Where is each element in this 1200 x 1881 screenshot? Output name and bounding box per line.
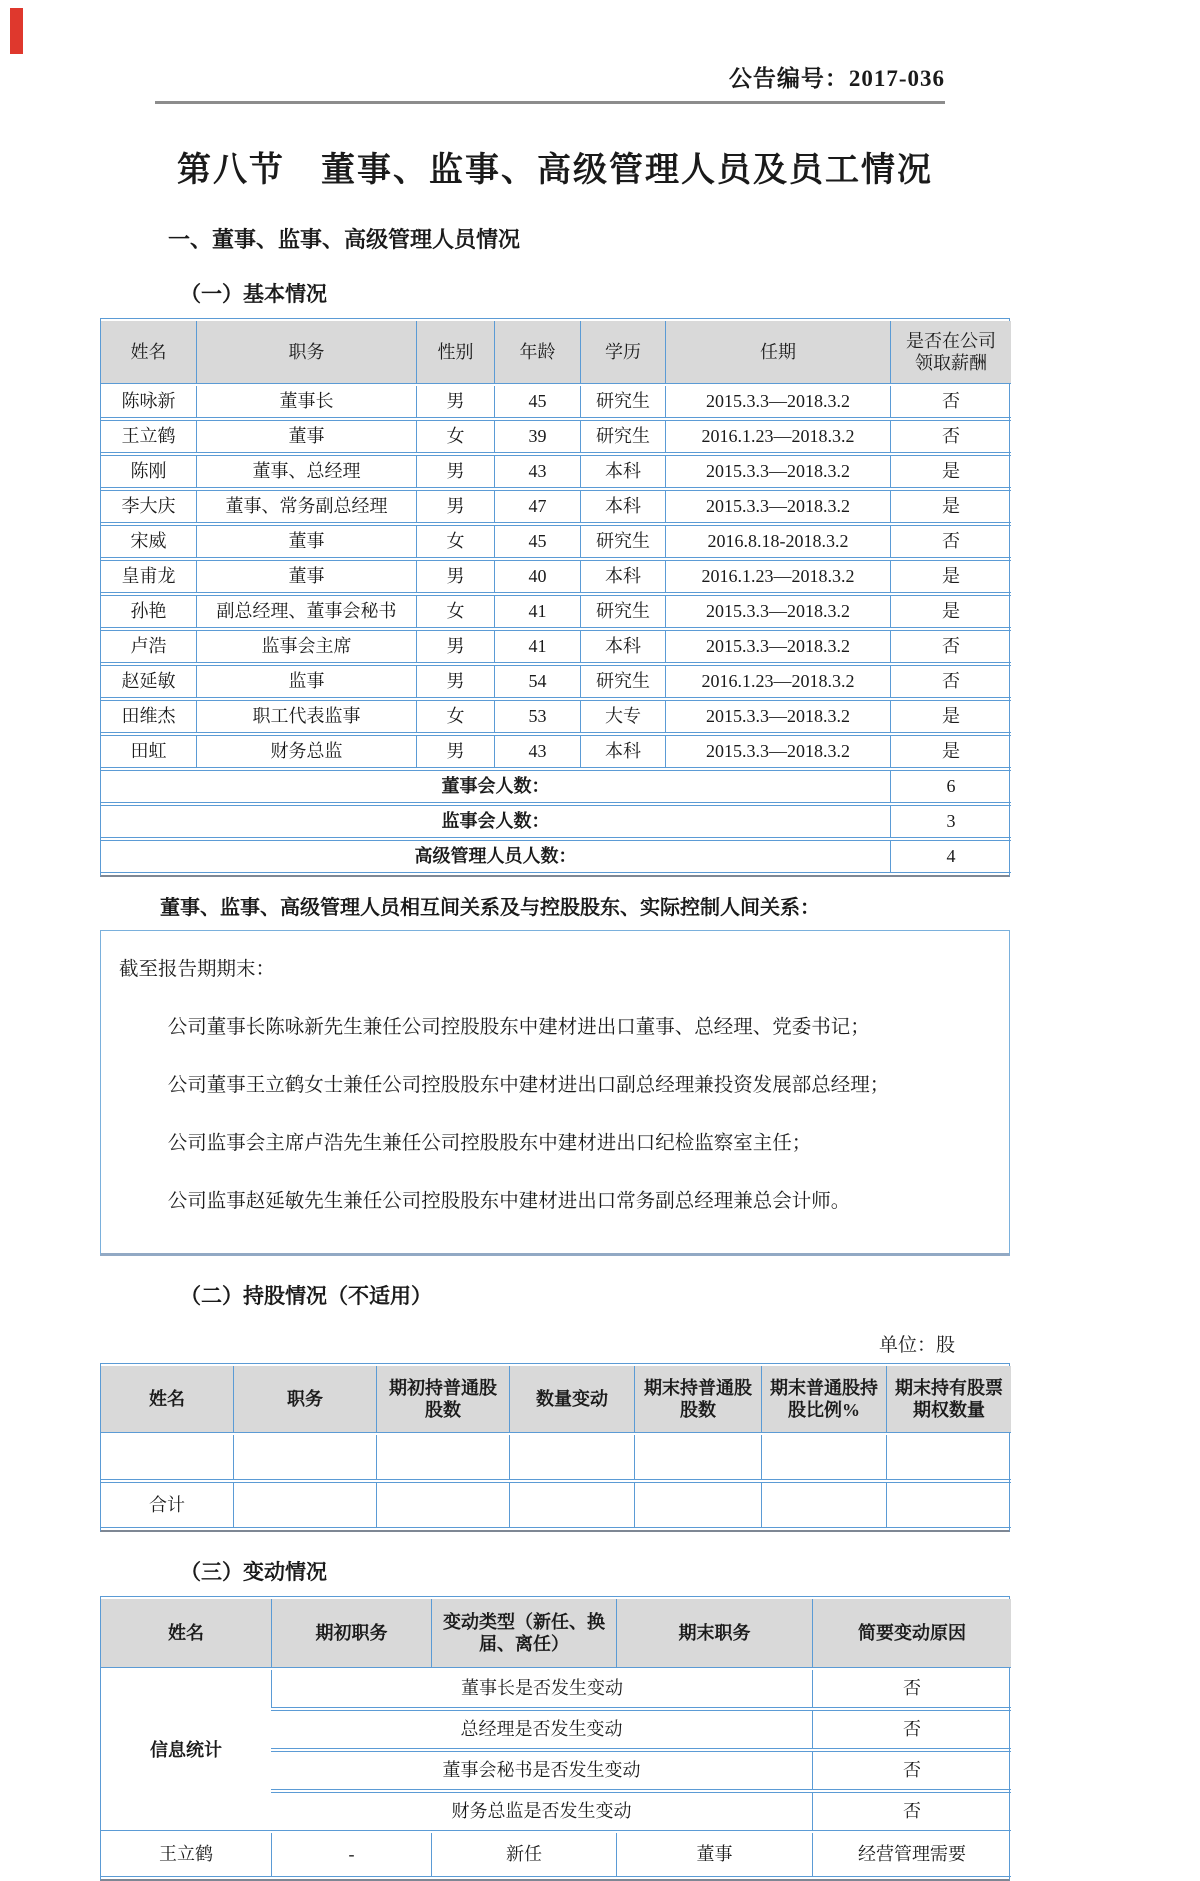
basic-info-table-frame bbox=[100, 318, 1010, 877]
table-cell: 41 bbox=[494, 630, 580, 663]
table-cell: 男 bbox=[416, 455, 494, 488]
table-cell: 本科 bbox=[580, 735, 665, 768]
change-table bbox=[101, 1597, 1011, 1879]
table-cell: 是 bbox=[890, 595, 1011, 628]
table-cell: 男 bbox=[416, 630, 494, 663]
column-header: 数量变动 bbox=[509, 1366, 634, 1433]
subsection-change-heading: （三）变动情况 bbox=[180, 1560, 327, 1584]
stats-question: 董事长是否发生变动 bbox=[271, 1670, 812, 1708]
column-header: 职务 bbox=[233, 1366, 376, 1433]
relations-item: 公司董事王立鹤女士兼任公司控股股东中建材进出口副总经理兼投资发展部总经理； bbox=[167, 1075, 890, 1096]
table-cell: 新任 bbox=[431, 1833, 616, 1877]
table-cell: 是 bbox=[890, 455, 1011, 488]
table-cell bbox=[233, 1435, 376, 1480]
table-cell: 研究生 bbox=[580, 525, 665, 558]
relations-item: 公司监事赵延敏先生兼任公司控股股东中建材进出口常务副总经理兼总会计师。 bbox=[167, 1191, 851, 1212]
table-cell: 经营管理需要 bbox=[812, 1833, 1011, 1877]
salary-header-line2: 领取薪酬 bbox=[915, 353, 987, 373]
column-header: 期末持有股票 期权数量 bbox=[886, 1366, 1011, 1433]
summary-row bbox=[101, 805, 1011, 838]
table-cell: 本科 bbox=[580, 455, 665, 488]
subsection-basic-heading: （一）基本情况 bbox=[180, 282, 327, 306]
table-cell: 董事 bbox=[196, 420, 416, 453]
table-cell: 否 bbox=[890, 665, 1011, 698]
table-cell: 女 bbox=[416, 700, 494, 733]
table-cell bbox=[509, 1482, 634, 1528]
table-row bbox=[101, 420, 1011, 453]
table-cell: 2016.1.23—2018.3.2 bbox=[665, 665, 890, 698]
summary-value: 4 bbox=[890, 840, 1011, 873]
table-cell bbox=[886, 1435, 1011, 1480]
table-cell: 54 bbox=[494, 665, 580, 698]
table-cell: 本科 bbox=[580, 560, 665, 593]
header-row bbox=[101, 1599, 1011, 1668]
table-cell: 大专 bbox=[580, 700, 665, 733]
table-cell: 40 bbox=[494, 560, 580, 593]
stats-question: 董事会秘书是否发生变动 bbox=[271, 1751, 812, 1790]
table-cell: 田虹 bbox=[101, 735, 196, 768]
column-header-position: 职务 bbox=[196, 321, 416, 384]
stats-answer: 否 bbox=[812, 1792, 1011, 1831]
table-cell: 女 bbox=[416, 595, 494, 628]
table-cell: 是 bbox=[890, 560, 1011, 593]
table-cell: 否 bbox=[890, 630, 1011, 663]
column-header: 期初持普通股 股数 bbox=[376, 1366, 509, 1433]
table-cell: 53 bbox=[494, 700, 580, 733]
header-row bbox=[101, 1366, 1011, 1433]
relations-item: 公司董事长陈咏新先生兼任公司控股股东中建材进出口董事、总经理、党委书记； bbox=[167, 1017, 870, 1038]
table-cell: 是 bbox=[890, 700, 1011, 733]
relations-item: 公司监事会主席卢浩先生兼任公司控股股东中建材进出口纪检监察室主任； bbox=[167, 1133, 812, 1154]
table-cell: 董事 bbox=[196, 525, 416, 558]
column-header: 期末持普通股 股数 bbox=[634, 1366, 761, 1433]
page-title: 第八节 董事、监事、高级管理人员及员工情况 bbox=[177, 152, 933, 189]
table-cell: 2015.3.3—2018.3.2 bbox=[665, 735, 890, 768]
column-header-education: 学历 bbox=[580, 321, 665, 384]
table-row bbox=[101, 525, 1011, 558]
table-cell: 2015.3.3—2018.3.2 bbox=[665, 700, 890, 733]
table-cell: 董事 bbox=[196, 560, 416, 593]
table-cell: 2015.3.3—2018.3.2 bbox=[665, 630, 890, 663]
subsection-holding-heading: （二）持股情况（不适用） bbox=[180, 1284, 432, 1308]
table-cell: 2016.1.23—2018.3.2 bbox=[665, 560, 890, 593]
column-header: 姓名 bbox=[101, 1599, 271, 1668]
table-cell: 41 bbox=[494, 595, 580, 628]
table-cell: 王立鹤 bbox=[101, 420, 196, 453]
summary-label: 高级管理人员人数： bbox=[101, 840, 890, 873]
table-cell: 2015.3.3—2018.3.2 bbox=[665, 595, 890, 628]
holding-table-frame bbox=[100, 1363, 1010, 1532]
column-header: 简要变动原因 bbox=[812, 1599, 1011, 1668]
table-cell: 43 bbox=[494, 455, 580, 488]
empty-row bbox=[101, 1435, 1011, 1480]
table-cell bbox=[761, 1435, 886, 1480]
column-header: 期初职务 bbox=[271, 1599, 431, 1668]
table-cell: 董事、常务副总经理 bbox=[196, 490, 416, 523]
total-label: 合计 bbox=[101, 1482, 233, 1528]
table-cell bbox=[101, 1435, 233, 1480]
table-cell: 皇甫龙 bbox=[101, 560, 196, 593]
table-row bbox=[101, 595, 1011, 628]
table-row bbox=[101, 386, 1011, 418]
doc-header bbox=[155, 0, 945, 104]
holding-table bbox=[101, 1364, 1011, 1530]
table-cell: 39 bbox=[494, 420, 580, 453]
column-header-age: 年龄 bbox=[494, 321, 580, 384]
table-row bbox=[101, 700, 1011, 733]
column-header: 期末职务 bbox=[616, 1599, 812, 1668]
table-cell: 副总经理、董事会秘书 bbox=[196, 595, 416, 628]
relations-box bbox=[100, 930, 1010, 1256]
red-mark bbox=[10, 8, 23, 54]
table-cell: 45 bbox=[494, 386, 580, 418]
table-cell: 李大庆 bbox=[101, 490, 196, 523]
table-cell: 2015.3.3—2018.3.2 bbox=[665, 455, 890, 488]
table-cell: 本科 bbox=[580, 490, 665, 523]
table-cell bbox=[376, 1482, 509, 1528]
table-cell: 43 bbox=[494, 735, 580, 768]
table-cell: 职工代表监事 bbox=[196, 700, 416, 733]
total-row bbox=[101, 1482, 1011, 1528]
table-cell: 是 bbox=[890, 490, 1011, 523]
change-table-frame bbox=[100, 1596, 1010, 1881]
table-cell bbox=[886, 1482, 1011, 1528]
column-header-term: 任期 bbox=[665, 321, 890, 384]
table-cell: 男 bbox=[416, 490, 494, 523]
table-cell: 男 bbox=[416, 560, 494, 593]
table-cell: 男 bbox=[416, 735, 494, 768]
stats-answer: 否 bbox=[812, 1751, 1011, 1790]
table-row bbox=[101, 490, 1011, 523]
table-cell: 赵延敏 bbox=[101, 665, 196, 698]
table-cell: 财务总监 bbox=[196, 735, 416, 768]
table-cell: 陈刚 bbox=[101, 455, 196, 488]
salary-header-line1: 是否在公司 bbox=[906, 330, 996, 351]
table-cell: 45 bbox=[494, 525, 580, 558]
table-cell: 2015.3.3—2018.3.2 bbox=[665, 386, 890, 418]
column-header-name: 姓名 bbox=[101, 321, 196, 384]
summary-row bbox=[101, 770, 1011, 803]
stats-question: 总经理是否发生变动 bbox=[271, 1710, 812, 1749]
table-row bbox=[101, 1833, 1011, 1877]
table-cell: 宋威 bbox=[101, 525, 196, 558]
summary-label: 董事会人数： bbox=[101, 770, 890, 803]
summary-row bbox=[101, 840, 1011, 873]
table-cell: 董事长 bbox=[196, 386, 416, 418]
table-cell: 2016.1.23—2018.3.2 bbox=[665, 420, 890, 453]
table-cell: 研究生 bbox=[580, 595, 665, 628]
column-header: 姓名 bbox=[101, 1366, 233, 1433]
table-cell: 2016.8.18-2018.3.2 bbox=[665, 525, 890, 558]
table-cell: 董事 bbox=[616, 1833, 812, 1877]
table-row bbox=[101, 665, 1011, 698]
summary-value: 6 bbox=[890, 770, 1011, 803]
table-cell: 王立鹤 bbox=[101, 1833, 271, 1877]
relations-intro: 截至报告期期末： bbox=[119, 959, 276, 980]
table-cell: 男 bbox=[416, 386, 494, 418]
table-cell: 研究生 bbox=[580, 665, 665, 698]
table-cell: 否 bbox=[890, 525, 1011, 558]
basic-info-table bbox=[101, 319, 1011, 875]
table-row bbox=[101, 735, 1011, 768]
table-cell bbox=[233, 1482, 376, 1528]
summary-value: 3 bbox=[890, 805, 1011, 838]
relations-heading: 董事、监事、高级管理人员相互间关系及与控股股东、实际控制人间关系： bbox=[160, 897, 820, 919]
stats-question: 财务总监是否发生变动 bbox=[271, 1792, 812, 1831]
table-row bbox=[101, 560, 1011, 593]
header-row bbox=[101, 321, 1011, 384]
stats-answer: 否 bbox=[812, 1670, 1011, 1708]
table-cell: 本科 bbox=[580, 630, 665, 663]
table-cell: 女 bbox=[416, 525, 494, 558]
table-cell: 是 bbox=[890, 735, 1011, 768]
table-row bbox=[101, 630, 1011, 663]
table-cell bbox=[634, 1482, 761, 1528]
table-cell: 董事、总经理 bbox=[196, 455, 416, 488]
table-cell: 女 bbox=[416, 420, 494, 453]
column-header: 变动类型（新任、换 届、离任） bbox=[431, 1599, 616, 1668]
unit-label: 单位：股 bbox=[878, 1335, 955, 1356]
table-cell: 否 bbox=[890, 386, 1011, 418]
table-cell bbox=[509, 1435, 634, 1480]
table-cell: 田维杰 bbox=[101, 700, 196, 733]
section-1-heading: 一、董事、监事、高级管理人员情况 bbox=[168, 227, 521, 252]
table-cell: 研究生 bbox=[580, 386, 665, 418]
summary-label: 监事会人数： bbox=[101, 805, 890, 838]
table-cell: 孙艳 bbox=[101, 595, 196, 628]
table-cell: - bbox=[271, 1833, 431, 1877]
table-cell: 研究生 bbox=[580, 420, 665, 453]
table-cell: 监事 bbox=[196, 665, 416, 698]
table-cell: 陈咏新 bbox=[101, 386, 196, 418]
table-cell bbox=[761, 1482, 886, 1528]
column-header: 期末普通股持 股比例% bbox=[761, 1366, 886, 1433]
table-cell: 监事会主席 bbox=[196, 630, 416, 663]
doc-number: 公告编号：2017-036 bbox=[728, 66, 945, 91]
table-cell: 男 bbox=[416, 665, 494, 698]
table-row bbox=[101, 455, 1011, 488]
stats-row bbox=[101, 1670, 1011, 1708]
table-cell bbox=[376, 1435, 509, 1480]
table-cell bbox=[634, 1435, 761, 1480]
column-header-salary bbox=[890, 321, 1011, 384]
table-cell: 47 bbox=[494, 490, 580, 523]
stats-label: 信息统计 bbox=[101, 1670, 271, 1831]
table-cell: 卢浩 bbox=[101, 630, 196, 663]
table-cell: 2015.3.3—2018.3.2 bbox=[665, 490, 890, 523]
column-header-gender: 性别 bbox=[416, 321, 494, 384]
table-cell: 否 bbox=[890, 420, 1011, 453]
stats-answer: 否 bbox=[812, 1710, 1011, 1749]
